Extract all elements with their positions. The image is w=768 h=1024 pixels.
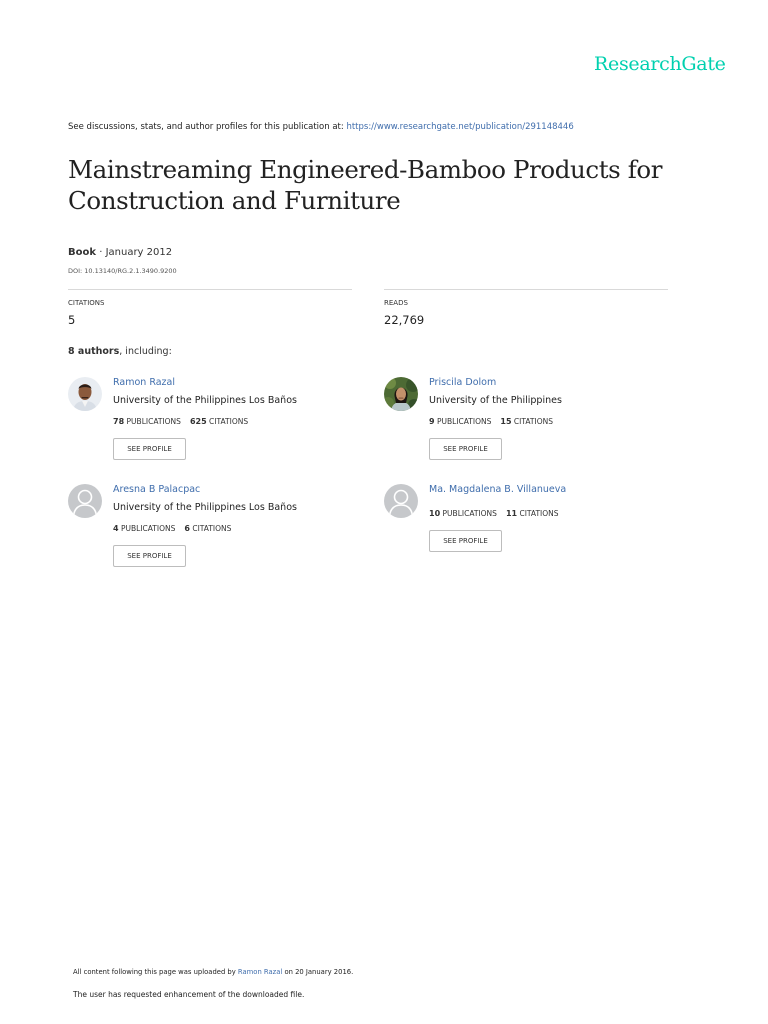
reads-value: 22,769 xyxy=(384,313,425,327)
upload-notice xyxy=(73,968,353,976)
citations-label: CITATIONS xyxy=(68,299,105,307)
author-publications-count: 9 xyxy=(429,417,435,426)
publication-date: January 2012 xyxy=(105,247,173,258)
researchgate-logo[interactable]: ResearchGate xyxy=(594,53,726,75)
author-publications-count: 78 xyxy=(113,417,125,426)
author-name-link[interactable]: Aresna B Palacpac xyxy=(113,484,201,495)
publication-url-link[interactable]: https://www.researchgate.net/publication/291148446 xyxy=(346,122,574,132)
citations-divider xyxy=(68,289,352,290)
upload-suffix: on 20 January 2016. xyxy=(282,968,354,976)
author-stats xyxy=(429,417,553,426)
publication-doi: DOI: 10.13140/RG.2.1.3490.9200 xyxy=(68,267,177,275)
avatar[interactable] xyxy=(68,484,102,518)
author-publications-label: PUBLICATIONS xyxy=(120,524,176,533)
see-discussions-text: See discussions, stats, and author profiles for this publication at: xyxy=(68,122,347,132)
avatar[interactable] xyxy=(68,377,102,411)
meta-separator: · xyxy=(96,247,106,258)
publication-type: Book xyxy=(68,247,97,258)
citations-value: 5 xyxy=(68,313,76,327)
author-stats xyxy=(113,417,248,426)
author-name-link[interactable]: Ramon Razal xyxy=(113,377,175,388)
author-publications-label: PUBLICATIONS xyxy=(442,509,497,518)
avatar[interactable] xyxy=(384,484,418,518)
author-citations-label: CITATIONS xyxy=(513,417,553,426)
author-publications-count: 10 xyxy=(429,509,441,518)
see-profile-button[interactable]: SEE PROFILE xyxy=(113,438,186,460)
reads-divider xyxy=(384,289,668,290)
reads-label: READS xyxy=(384,299,408,307)
woman-portrait-icon xyxy=(384,377,418,411)
author-name-link[interactable]: Priscila Dolom xyxy=(429,377,497,388)
upload-prefix: All content following this page was uploaded by xyxy=(73,968,238,976)
authors-count-line xyxy=(68,346,172,357)
see-profile-button[interactable]: SEE PROFILE xyxy=(113,545,186,567)
see-profile-button[interactable]: SEE PROFILE xyxy=(429,530,502,552)
authors-including: , including: xyxy=(119,346,172,357)
publication-title: Mainstreaming Engineered-Bamboo Products for Construction and Furniture xyxy=(68,155,663,215)
man-portrait-icon xyxy=(68,377,102,411)
default-user-icon xyxy=(384,484,418,518)
see-profile-button[interactable]: SEE PROFILE xyxy=(429,438,502,460)
author-citations-label: CITATIONS xyxy=(192,524,232,533)
author-institution: University of the Philippines Los Baños xyxy=(113,395,297,406)
author-citations-label: CITATIONS xyxy=(209,417,249,426)
author-publications-count: 4 xyxy=(113,524,119,533)
enhancement-note: The user has requested enhancement of the downloaded file. xyxy=(73,990,305,999)
author-citations-count: 11 xyxy=(505,509,518,518)
author-citations-label: CITATIONS xyxy=(519,509,559,518)
author-citations-count: 625 xyxy=(189,417,207,426)
uploader-link[interactable]: Ramon Razal xyxy=(237,968,283,976)
avatar[interactable] xyxy=(384,377,418,411)
author-publications-label: PUBLICATIONS xyxy=(436,417,492,426)
author-stats xyxy=(113,524,231,533)
author-citations-count: 15 xyxy=(500,417,512,426)
author-publications-label: PUBLICATIONS xyxy=(126,417,181,426)
author-stats xyxy=(429,509,559,518)
authors-count: 8 authors xyxy=(68,346,120,357)
author-institution: University of the Philippines xyxy=(429,395,562,406)
author-name-link[interactable]: Ma. Magdalena B. Villanueva xyxy=(429,484,567,495)
default-user-icon xyxy=(68,484,102,518)
see-discussions-line xyxy=(68,122,574,132)
author-institution: University of the Philippines Los Baños xyxy=(113,502,297,513)
publication-meta xyxy=(68,247,172,258)
author-citations-count: 6 xyxy=(184,524,190,533)
